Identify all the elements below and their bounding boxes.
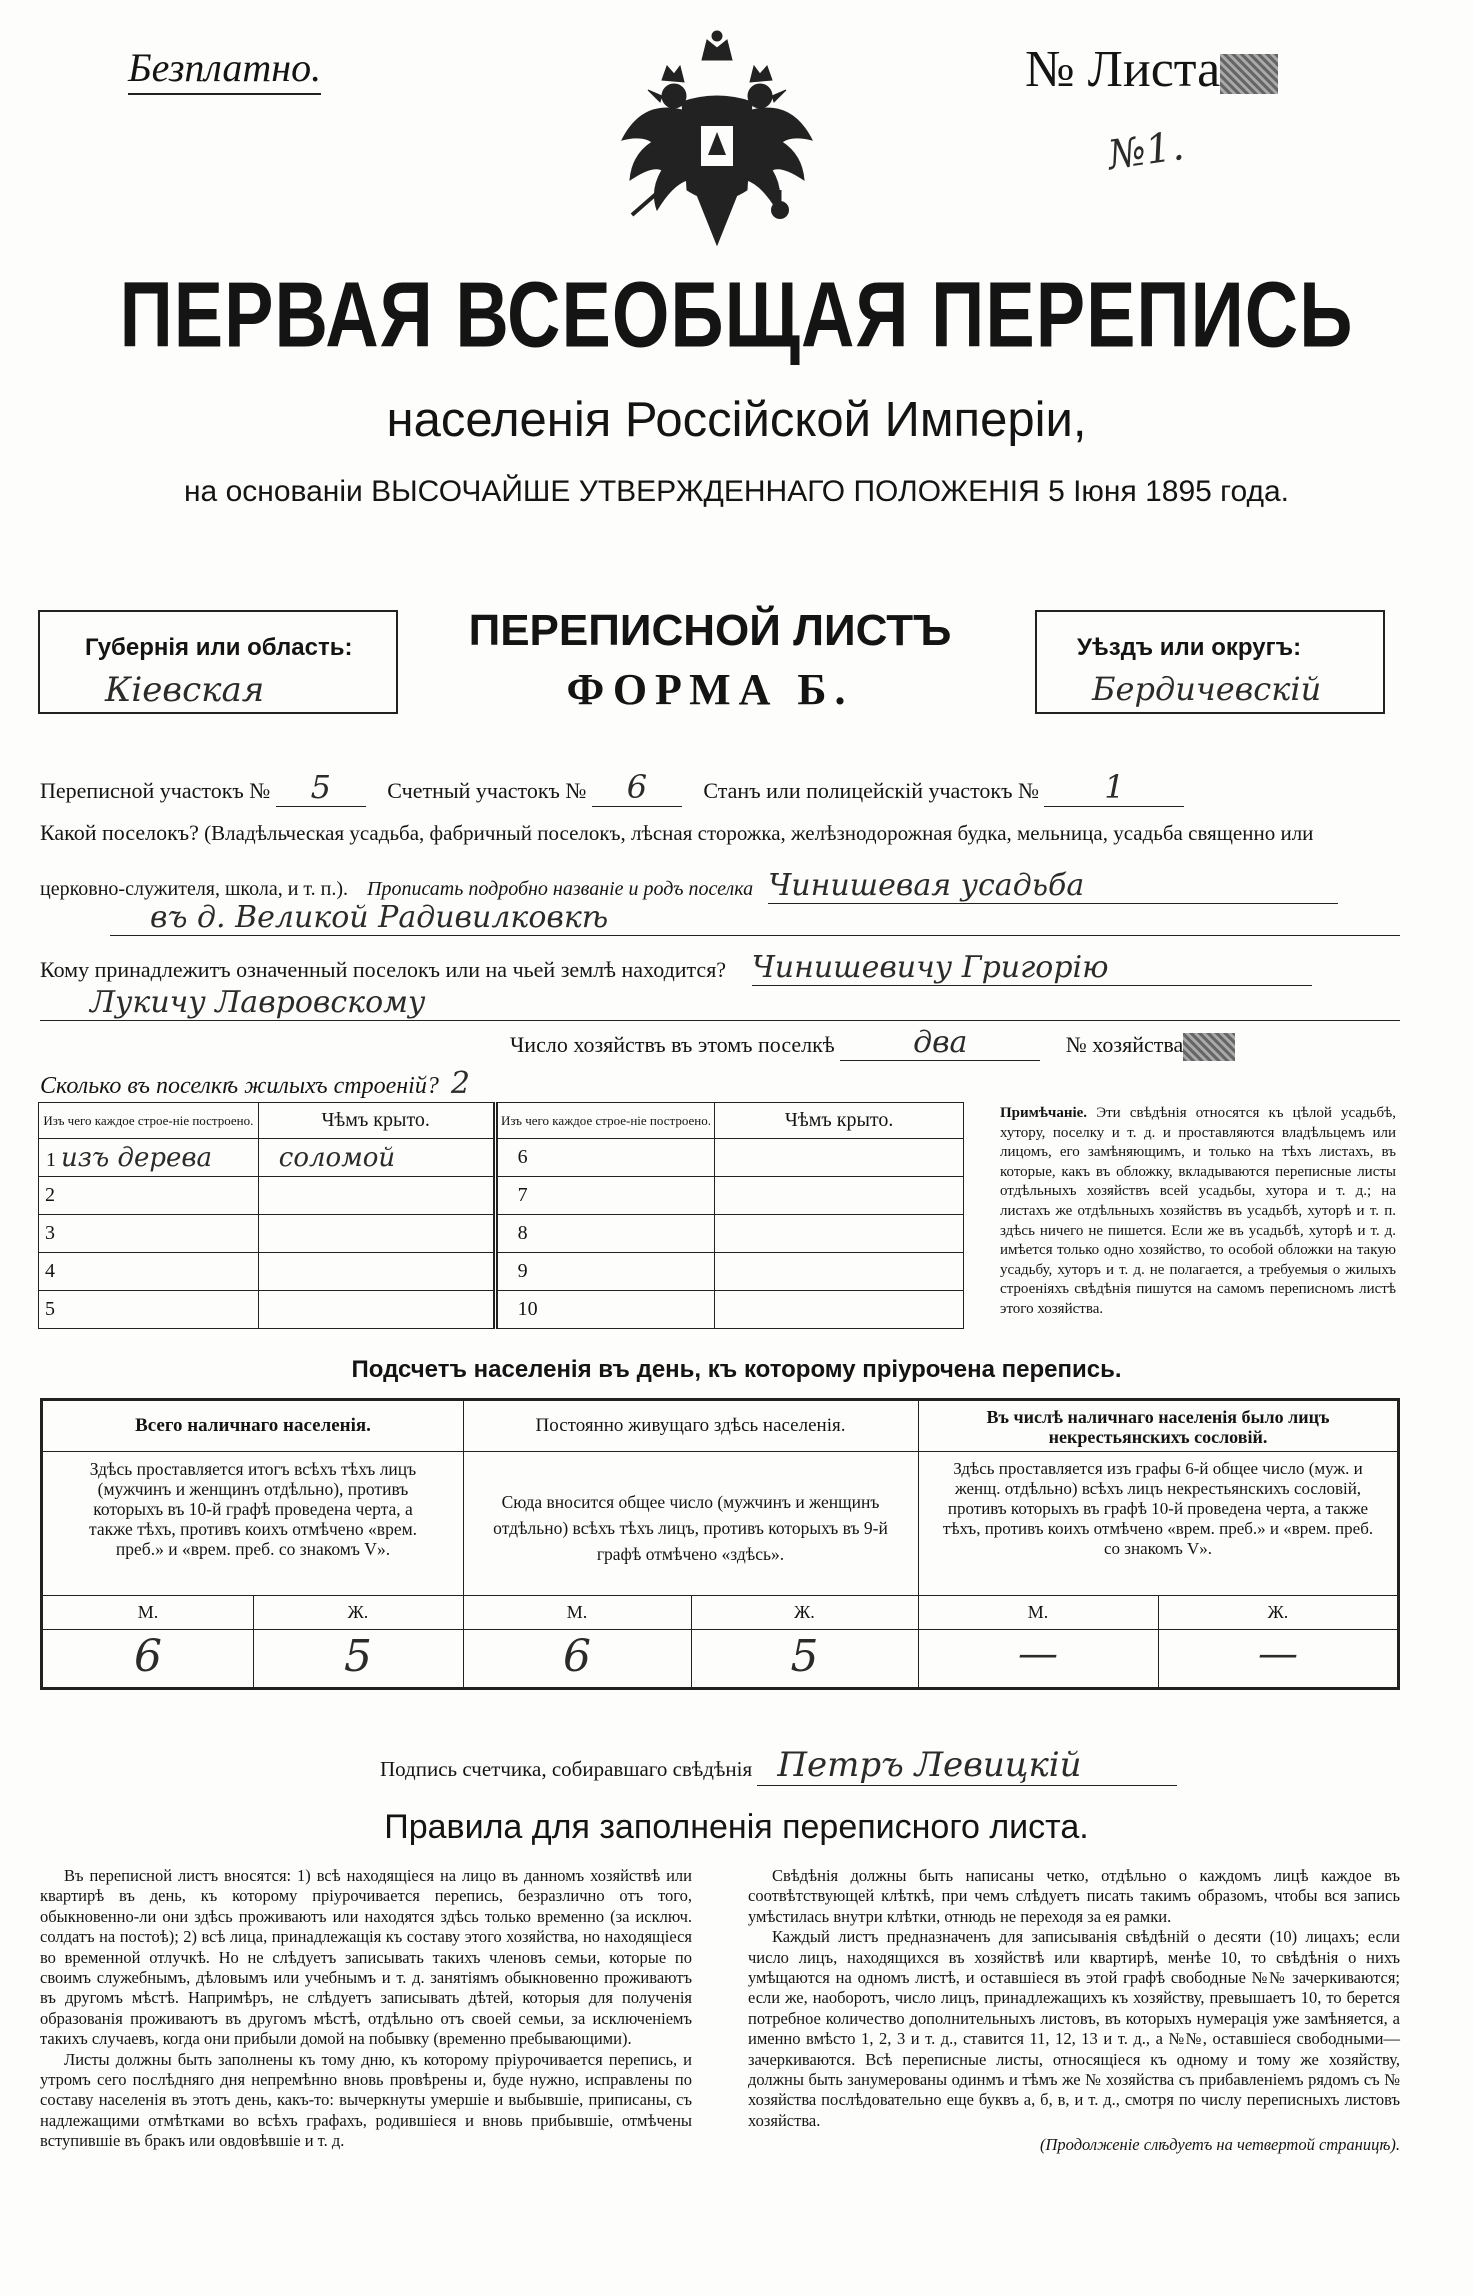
nonpeasant-population-text: Здѣсь проставляется изъ графы 6-й общее число (муж. и женщ. отдѣльно) всѣхъ лицъ некрестьянскихъ сословій, противъ которыхъ въ графѣ 10-й проведена черта, а также тѣхъ, противъ коихъ отмѣчено «врем. преб.» и «врем. преб. со знакомъ V».: [942, 1459, 1374, 1558]
signature-row: [380, 1745, 1177, 1786]
row-number[interactable]: 10: [495, 1291, 715, 1329]
building-roof[interactable]: [258, 1177, 495, 1215]
female-label: Ж.: [347, 1602, 369, 1622]
column-header: Изъ чего каждое строе-ніе построено.: [39, 1103, 259, 1139]
district-box: [1035, 610, 1385, 714]
building-material: изъ дерева: [61, 1142, 213, 1173]
settlement-label: Какой поселокъ?: [40, 820, 199, 845]
rules-paragraph: Листы должны быть заполнены къ тому дню, къ которому пріурочивается перепись, и утромъ сего послѣдняго дня непремѣнно вновь провѣрены и, буде нужно, исправлены по составу населенія въ этотъ день, какъ-то: вычеркнуты умершіе и выбывшіе, приписаны, съ надлежащими отмѣтками во всѣхъ графахъ, родившіеся и вновь прибывшіе, отмѣчены вступившіе въ бракъ или овдовѣвшіе и т. д.: [40, 2049, 692, 2151]
table-row: [39, 1253, 964, 1291]
province-label: Губернія или область:: [85, 634, 353, 661]
district-value[interactable]: Бердичевскій: [1092, 670, 1322, 708]
nonpeasant-population-title: Въ числѣ наличнаго населенія было лицъ некрестьянскихъ сословій.: [986, 1407, 1330, 1447]
district-label: Уѣздъ или округъ:: [1077, 634, 1302, 661]
building-roof[interactable]: [715, 1215, 964, 1253]
form-subtitle: ФОРМА Б.: [566, 665, 854, 714]
household-number-label: № хозяйства: [1065, 1032, 1184, 1057]
rules-right-column: [748, 1866, 1400, 2156]
sheet-number-label: [1025, 40, 1278, 99]
column-header: Изъ чего каждое строе-ніе построено.: [495, 1103, 715, 1139]
households-row: [510, 1025, 1235, 1061]
buildings-label: Сколько въ поселкѣ жилыхъ строеній?: [40, 1073, 439, 1099]
rules-paragraph: Въ переписной листъ вносятся: 1) всѣ находящіеся на лицо въ данномъ хозяйствѣ или квартирѣ въ день, къ которому пріурочивается перепись, безразлично отъ того, обыкновенно-ли они здѣсь проживаютъ или находятся здѣсь только временно (за исключ. солдатъ на постоѣ); 2) всѣ лица, принадлежащія къ составу этого хозяйства, но находящіеся во временной отлучкѣ. Но не слѣдуетъ записывать такихъ членовъ семьи, которые по своимъ служебнымъ, дѣловымъ или учебнымъ и т. д. занятіямъ обыкновенно проживаютъ въ другомъ мѣстѣ. Напримѣръ, не слѣдуетъ записывать дѣтей, которыя для полученія образованія проживаютъ въ другомъ мѣстѣ, отдѣльно отъ своей семьи, за исключеніемъ такихъ случаевъ, когда они прибыли домой на побывку (временно пребывающими).: [40, 1866, 692, 2049]
free-label: Безплатно.: [128, 44, 321, 95]
settlement-note-2: церковно-служителя, школа, и т. п.).: [40, 878, 348, 900]
households-value[interactable]: два: [840, 1025, 1040, 1061]
province-value[interactable]: Кіевская: [105, 670, 265, 710]
resident-population-text: Сюда вносится общее число (мужчинъ и женщинъ отдѣльно) всѣхъ тѣхъ лицъ, противъ которыхъ въ 9-й графѣ отмѣчено «здѣсь».: [493, 1492, 888, 1564]
province-box: [38, 610, 398, 714]
building-roof[interactable]: [715, 1177, 964, 1215]
count-area-value[interactable]: 6: [592, 768, 682, 807]
form-title: ПЕРЕПИСНОЙ ЛИСТЪ: [468, 606, 952, 655]
settlement-row-2: [40, 868, 1338, 904]
owner-row: [40, 950, 1312, 986]
male-label: М.: [566, 1602, 588, 1622]
divider: [43, 1595, 1397, 1596]
rules-paragraph: Каждый листъ предназначенъ для записыванія свѣдѣній о десяти (10) лицахъ; если число лицъ, находящихся въ хозяйствѣ или квартирѣ, менѣе 10, то свѣдѣнія о нихъ умѣщаются на одномъ листѣ, и оставшіеся въ этой графѣ свободные №№ зачеркиваются; если же, наоборотъ, число лицъ, принадлежащихъ къ хозяйству, превышаетъ 10, то берется потребное количество дополнительныхъ листовъ, въ которыхъ нумерація уже замѣняется, а именно вмѣсто 1, 2, 3 и т. д., ставится 11, 12, 13 и т. д., а №№, оставшіеся свободными—зачеркиваются. Всѣ переписные листы, относящіеся къ одному и тому же хозяйству, должны быть занумерованы одинмъ и тѣмъ же № хозяйства съ прибавленіемъ рядомъ съ № хозяйства послѣдовательно еще буквъ а, б, в, и т. д., смотря по числу переписныхъ листовъ хозяйства.: [748, 1927, 1400, 2130]
building-roof[interactable]: соломой: [258, 1139, 495, 1177]
resident-population-title: Постоянно живущаго здѣсь населенія.: [535, 1415, 846, 1436]
note-block: [1000, 1104, 1396, 1320]
owner-value-1[interactable]: Чинишевичу Григорію: [752, 950, 1312, 986]
row-number[interactable]: 5: [39, 1291, 259, 1329]
count-area-label: Счетный участокъ №: [387, 778, 587, 803]
present-female-value[interactable]: 5: [344, 1631, 372, 1682]
sheet-number-label-text: № Листа: [1025, 41, 1221, 98]
stan-value[interactable]: 1: [1044, 768, 1184, 807]
female-label: Ж.: [794, 1602, 815, 1622]
legal-basis-line: на основаніи ВЫСОЧАЙШЕ УТВЕРЖДЕННАГО ПОЛОЖЕНІЯ 5 Іюня 1895 года.: [183, 475, 1289, 508]
male-label: М.: [137, 1602, 159, 1622]
signature-value[interactable]: Петръ Левицкій: [757, 1745, 1177, 1786]
count-section-title: Подсчетъ населенія въ день, къ которому пріурочена перепись.: [351, 1356, 1122, 1383]
row-number[interactable]: 2: [39, 1177, 259, 1215]
building-roof[interactable]: [258, 1215, 495, 1253]
present-male-value[interactable]: 6: [134, 1631, 162, 1682]
row-number[interactable]: 3: [39, 1215, 259, 1253]
rules-left-column: [40, 1866, 692, 2152]
census-area-label: Переписной участокъ №: [40, 778, 271, 803]
population-count-table: [40, 1398, 1400, 1690]
building-roof[interactable]: [258, 1291, 495, 1329]
redaction-mark: [1183, 1033, 1235, 1061]
row-number[interactable]: 4: [39, 1253, 259, 1291]
male-label: М.: [1027, 1602, 1049, 1622]
row-number: 1: [46, 1148, 56, 1171]
rules-paragraph: Свѣдѣнія должны быть написаны четко, отдѣльно о каждомъ лицѣ каждое въ соотвѣтствующей клѣткѣ, при чемъ слѣдуетъ писать такимъ образомъ, чтобы вся запись умѣстилась внутри клѣтки, отнюдь не переходя за ея рамки.: [748, 1866, 1400, 1926]
signature-label: Подпись счетчика, собиравшаго свѣдѣнія: [380, 1757, 753, 1781]
redaction-mark: [1220, 54, 1278, 94]
rules-continued-note: (Продолженіе слѣдуетъ на четвертой страницѣ).: [1040, 2135, 1400, 2155]
households-label: Число хозяйствъ въ этомъ поселкѣ: [510, 1032, 835, 1057]
resident-male-value[interactable]: 6: [563, 1631, 591, 1682]
building-roof[interactable]: [715, 1139, 964, 1177]
page-subtitle: населенія Россійской Имперіи,: [386, 393, 1087, 447]
page-title: ПЕРВАЯ ВСЕОБЩАЯ ПЕРЕПИСЬ: [119, 262, 1354, 367]
settlement-row: [40, 820, 1313, 846]
census-area-value[interactable]: 5: [276, 768, 366, 807]
settlement-note: (Владѣльческая усадьба, фабричный поселокъ, лѣсная сторожка, желѣзнодорожная будка, мельница, усадьба священно или: [204, 821, 1314, 845]
female-label: Ж.: [1267, 1602, 1289, 1622]
table-cell[interactable]: [39, 1139, 259, 1177]
buildings-table-header: [39, 1103, 964, 1139]
row-number[interactable]: 6: [495, 1139, 715, 1177]
table-row: [39, 1139, 964, 1177]
resident-female-value[interactable]: 5: [790, 1631, 819, 1682]
row-number[interactable]: 9: [495, 1253, 715, 1291]
settlement-value-1[interactable]: Чинишевая усадьба: [768, 868, 1338, 904]
note-text: Эти свѣдѣнія относятся къ цѣлой усадьбѣ, хутору, поселку и т. д. и проставляются владѣльцемъ или лицомъ, его замѣняющимъ, и только на тѣхъ листахъ, въ которые, какъ въ обложку, вкладываются переписные листы отдѣльныхъ хозяйствъ всей усадьбы, хутора и т. д.; на листахъ же отдѣльныхъ хозяйствъ въ усадьбѣ, хуторѣ и т. п. здѣсь ничего не пишется. Если же въ усадьбѣ, хуторѣ и т. д. имѣется только одно хозяйство, то особой обложки на такую усадьбу, хуторъ и т. д. не полагается, а требуемыя о жилыхъ строеніяхъ свѣдѣнія пишутся на самомъ переписномъ листѣ этого хозяйства.: [1000, 1105, 1397, 1317]
buildings-row: [40, 1066, 470, 1101]
building-roof[interactable]: [258, 1253, 495, 1291]
buildings-table: [38, 1102, 964, 1329]
row-number[interactable]: 8: [495, 1215, 715, 1253]
building-roof[interactable]: [715, 1253, 964, 1291]
owner-label: Кому принадлежитъ означенный поселокъ или на чьей землѣ находится?: [40, 957, 727, 982]
divider: [43, 1451, 1397, 1452]
sheet-number-value: №1.: [1105, 122, 1187, 180]
owner-value-2[interactable]: Лукичу Лавровскому: [40, 985, 1400, 1021]
present-population-text: Здѣсь проставляется итогъ всѣхъ тѣхъ лицъ (мужчинъ и женщинъ отдѣльно), противъ которыхъ въ 10-й графѣ проведена черта, а также тѣхъ, противъ коихъ отмѣчено «врем. преб.» и «врем. преб. со знакомъ V».: [88, 1459, 418, 1559]
rules-title: Правила для заполненія переписного листа.: [384, 1808, 1089, 1846]
table-row: [39, 1215, 964, 1253]
area-fields-row: [40, 768, 1184, 807]
nonpeasant-female-value[interactable]: —: [1258, 1631, 1298, 1677]
nonpeasant-male-value[interactable]: —: [1018, 1631, 1058, 1677]
table-row: [39, 1177, 964, 1215]
settlement-value-2[interactable]: въ д. Великой Радивилковкѣ: [110, 900, 1400, 936]
double-headed-eagle-emblem: [612, 30, 822, 260]
present-population-title: Всего наличнаго населенія.: [135, 1415, 371, 1436]
column-header: Чѣмъ крыто.: [258, 1103, 495, 1139]
divider: [43, 1629, 1397, 1630]
table-row: [39, 1291, 964, 1329]
buildings-value[interactable]: 2: [450, 1066, 470, 1101]
row-number[interactable]: 7: [495, 1177, 715, 1215]
stan-label: Станъ или полицейскій участокъ №: [703, 778, 1039, 803]
column-header: Чѣмъ крыто.: [715, 1103, 964, 1139]
building-roof[interactable]: [715, 1291, 964, 1329]
settlement-instruction: Прописать подробно названіе и родъ поселка: [367, 878, 754, 900]
note-label: Примѣчаніе.: [1000, 1105, 1088, 1121]
